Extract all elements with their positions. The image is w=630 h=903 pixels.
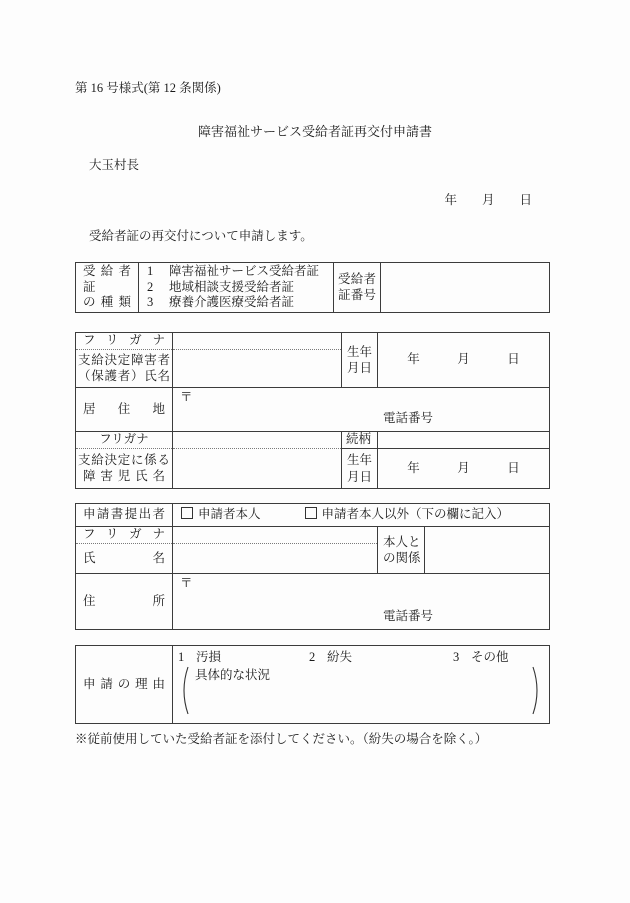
certificate-number-label-line1: 受給者 xyxy=(338,271,376,286)
page-title: 障害福祉サービス受給者証再交付申請書 xyxy=(197,124,432,139)
recipient-name-label xyxy=(76,350,173,388)
certificate-number-label xyxy=(334,263,381,313)
recipient-furigana-field[interactable] xyxy=(173,333,342,350)
option-label: その他 xyxy=(471,650,509,664)
option-label: 汚損 xyxy=(196,650,222,664)
certificate-number-label-line2: 証番号 xyxy=(338,287,376,302)
submitter-name-label: 氏名 xyxy=(76,544,173,574)
certificate-option-2[interactable] xyxy=(139,280,333,296)
reason-option-1[interactable] xyxy=(178,650,221,666)
certificate-option-1[interactable] xyxy=(139,264,333,280)
submitter-name-field[interactable] xyxy=(173,544,378,574)
postal-mark: 〒 xyxy=(180,576,193,590)
residence-field[interactable] xyxy=(173,388,550,432)
option-number: 2 xyxy=(147,279,154,294)
reason-table xyxy=(75,645,550,724)
child-name-field[interactable] xyxy=(173,449,342,489)
form-number: 第 16 号様式(第 12 条関係) xyxy=(75,81,221,95)
reason-label: 申請の理由 xyxy=(76,646,173,724)
certificate-type-label-line2: の種類 xyxy=(83,295,131,310)
submitter-table xyxy=(75,503,550,630)
phone-label: 電話番号 xyxy=(383,609,434,624)
addressee: 大玉村長 xyxy=(89,158,140,172)
postal-mark: 〒 xyxy=(180,390,193,404)
relation-field[interactable] xyxy=(378,432,550,449)
recipient-furigana-label: フリガナ xyxy=(76,333,173,350)
recipient-birth-label: 生年月日 xyxy=(342,333,378,388)
submitter-relation-field[interactable] xyxy=(425,527,550,574)
certificate-type-label xyxy=(76,263,139,313)
submitter-options xyxy=(173,504,550,527)
child-furigana-field[interactable] xyxy=(173,432,342,449)
recipient-name-label-line2: （保護者）氏名 xyxy=(78,368,170,383)
option-number: 3 xyxy=(147,295,154,310)
submitter-label: 申請書提出者 xyxy=(76,504,173,527)
date-field[interactable]: 年 月 日 xyxy=(444,193,532,207)
child-name-label xyxy=(76,449,173,489)
recipient-info-table xyxy=(75,332,550,489)
reason-option-3[interactable] xyxy=(453,650,509,666)
certificate-option-3[interactable] xyxy=(139,295,333,311)
situation-field[interactable] xyxy=(193,686,523,716)
checkbox-applicant-self[interactable] xyxy=(181,507,193,519)
option-number: 3 xyxy=(453,650,460,664)
submitter-relation-label xyxy=(378,527,425,574)
recipient-birthdate-field[interactable]: 年 月 日 xyxy=(378,333,550,388)
option-number: 1 xyxy=(178,650,185,664)
option-label: 地域相談支援受給者証 xyxy=(169,279,295,294)
option-number: 1 xyxy=(147,264,154,279)
submitter-furigana-label: フリガナ xyxy=(76,527,173,544)
child-birth-label: 生年月日 xyxy=(342,449,378,489)
child-furigana-label: フリガナ xyxy=(76,432,173,449)
relation-label: 続柄 xyxy=(342,432,378,449)
submitter-address-field[interactable] xyxy=(173,574,550,630)
checkbox-non-applicant-label: 申請者本人以外（下の欄に記入） xyxy=(321,507,510,522)
intro-text: 受給者証の再交付について申請します。 xyxy=(89,229,313,243)
submitter-furigana-field[interactable] xyxy=(173,527,378,544)
option-label: 障害福祉サービス受給者証 xyxy=(169,264,320,279)
option-number: 2 xyxy=(309,650,316,664)
option-label: 療養介護医療受給者証 xyxy=(169,295,295,310)
certificate-options xyxy=(139,263,334,313)
certificate-number-field[interactable] xyxy=(381,263,550,313)
recipient-name-field[interactable] xyxy=(173,350,342,388)
checkbox-non-applicant[interactable] xyxy=(305,507,317,519)
certificate-type-label-line1: 受給者証 xyxy=(83,264,131,294)
option-label: 紛失 xyxy=(327,650,353,664)
submitter-address-label: 住所 xyxy=(76,574,173,630)
checkbox-applicant-self-label: 申請者本人 xyxy=(198,507,261,522)
child-name-label-line2: 障害児氏名 xyxy=(83,468,165,483)
phone-label: 電話番号 xyxy=(383,411,434,426)
submitter-relation-label-line2: の関係 xyxy=(383,551,421,565)
child-name-label-line1: 支給決定に係る xyxy=(78,452,170,467)
right-parenthesis-shape xyxy=(532,666,543,720)
left-parenthesis-shape xyxy=(178,666,189,720)
situation-label: 具体的な状況 xyxy=(195,668,271,682)
reason-option-2[interactable] xyxy=(309,650,352,666)
residence-label: 居住地 xyxy=(76,388,173,432)
child-birthdate-field[interactable]: 年 月 日 xyxy=(378,449,550,489)
reason-content xyxy=(173,646,550,724)
recipient-name-label-line1: 支給決定障害者 xyxy=(78,352,170,367)
certificate-type-table xyxy=(75,262,550,313)
submitter-relation-label-line1: 本人と xyxy=(383,534,421,549)
footnote: ※従前使用していた受給者証を添付してください。（紛失の場合を除く。） xyxy=(75,732,488,746)
